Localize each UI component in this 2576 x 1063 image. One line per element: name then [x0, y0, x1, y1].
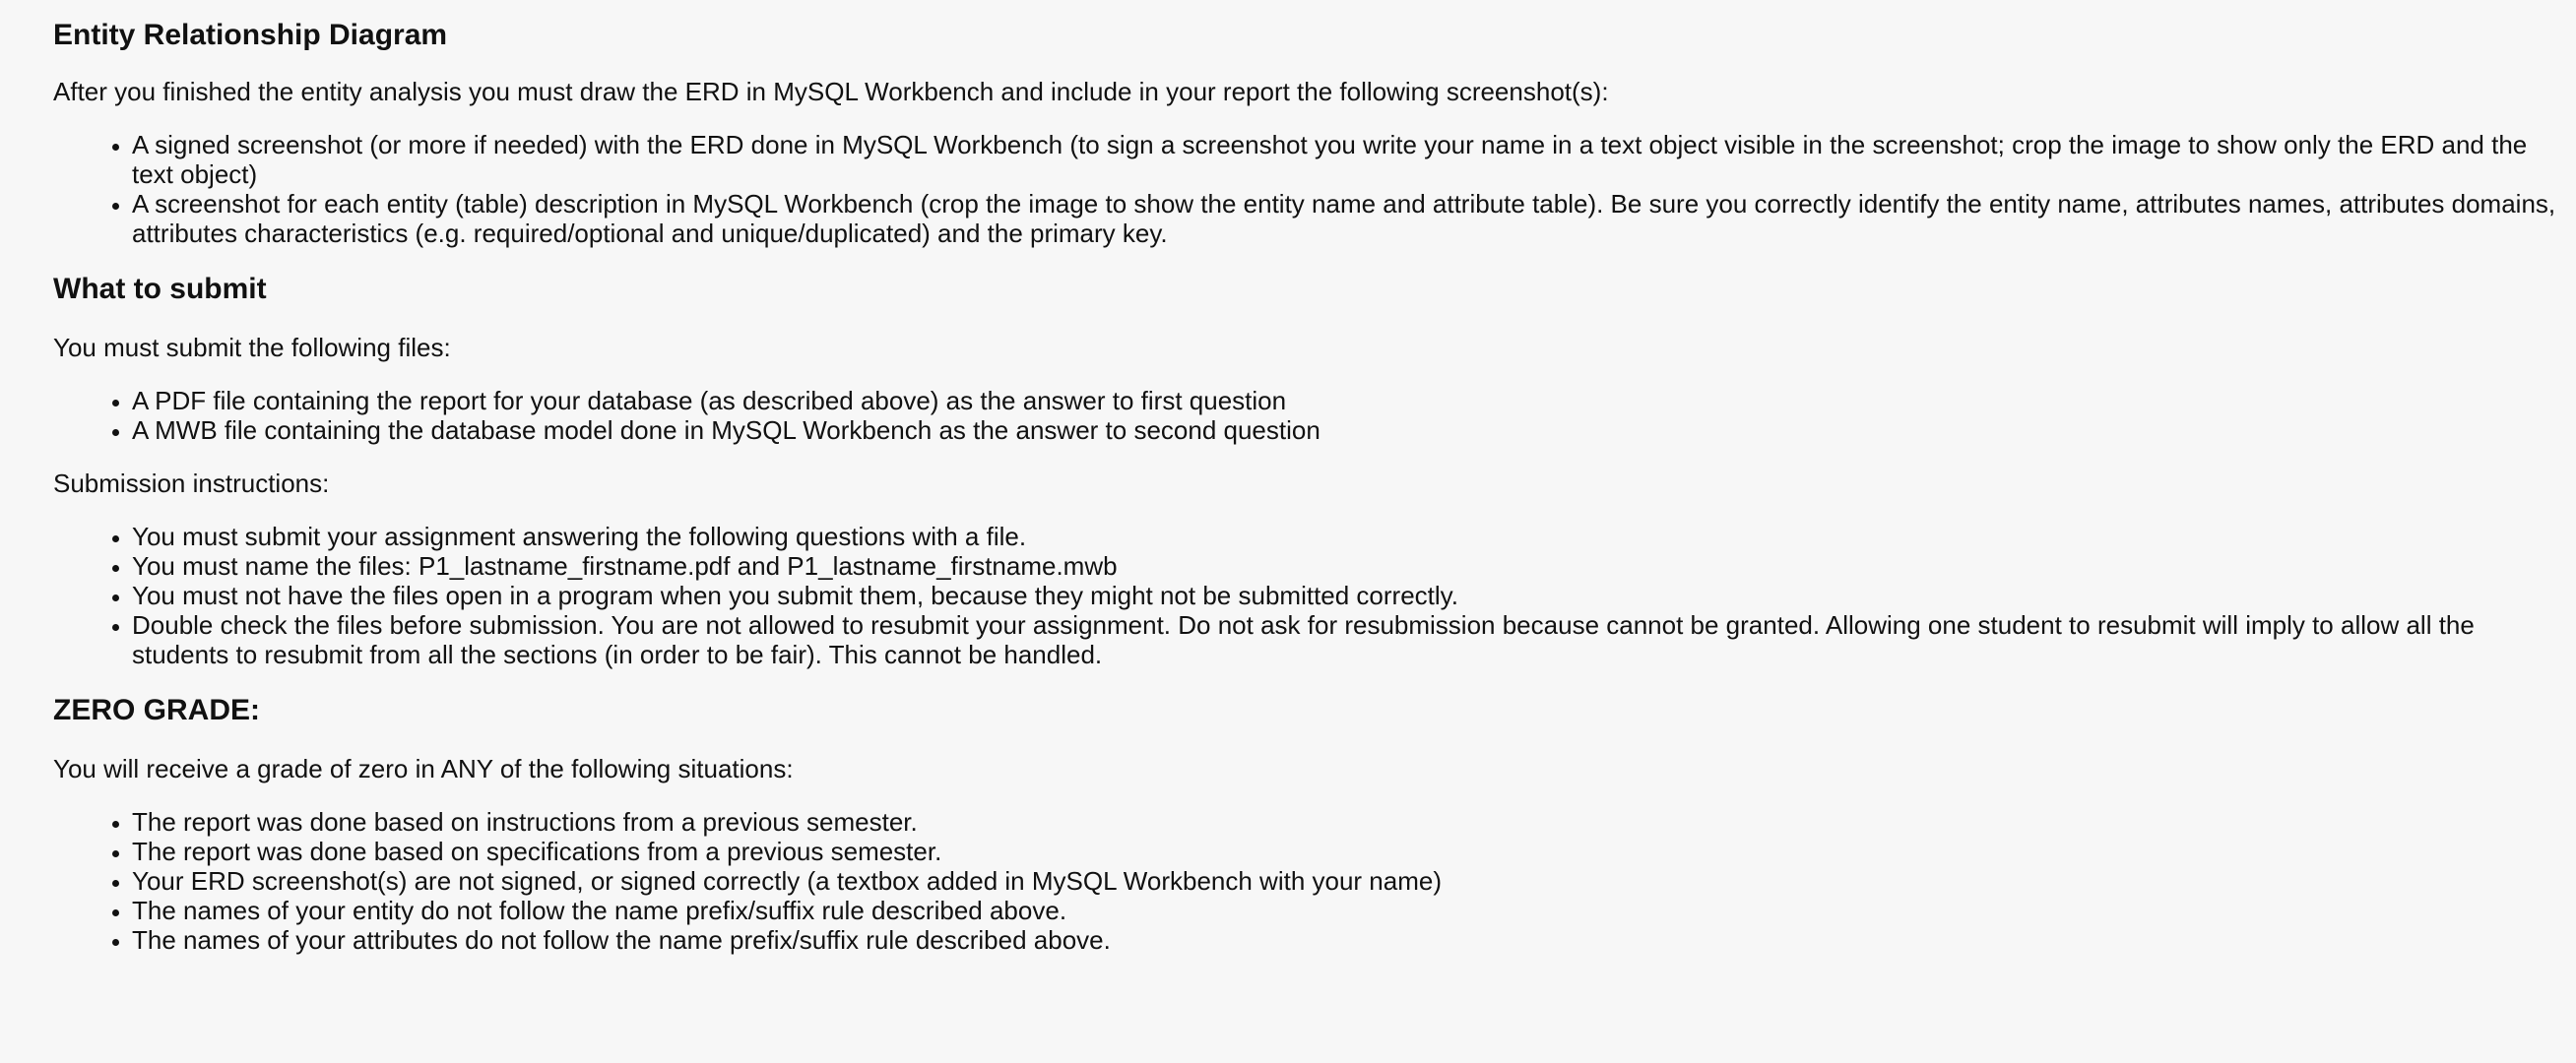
submit-list	[53, 386, 2556, 445]
list-item: • You must submit your assignment answering the following questions with a file.	[132, 522, 2556, 551]
list-item: • A screenshot for each entity (table) description in MySQL Workbench (crop the image to show the entity name and attribute table). Be sure you correctly identify the entity name, attributes names, attributes domains, attributes characteristics (e.g. required/optional and unique/duplicated) and the primary key.	[132, 189, 2556, 248]
list-item: • The names of your attributes do not follow the name prefix/suffix rule described above.	[132, 925, 2556, 955]
erd-intro: After you finished the entity analysis you must draw the ERD in MySQL Workbench and include in your report the following screenshot(s):	[53, 77, 1609, 106]
document-page	[0, 18, 2576, 1063]
zero-grade-intro: You will receive a grade of zero in ANY of the following situations:	[53, 754, 794, 783]
list-item: • The report was done based on instructions from a previous semester.	[132, 807, 2556, 837]
erd-heading: Entity Relationship Diagram	[53, 19, 448, 51]
submit-heading: What to submit	[53, 273, 267, 305]
list-item: • A MWB file containing the database model done in MySQL Workbench as the answer to second question	[132, 415, 2556, 445]
instructions-intro: Submission instructions:	[53, 469, 330, 498]
zero-grade-list	[53, 807, 2556, 955]
list-item: • Your ERD screenshot(s) are not signed, or signed correctly (a textbox added in MySQL Workbench with your name)	[132, 866, 2556, 896]
erd-list	[53, 130, 2556, 248]
list-item: • A PDF file containing the report for your database (as described above) as the answer to first question	[132, 386, 2556, 415]
list-item: • You must not have the files open in a program when you submit them, because they might not be submitted correctly.	[132, 581, 2556, 610]
list-item: • Double check the files before submission. You are not allowed to resubmit your assignment. Do not ask for resubmission because cannot be granted. Allowing one student to resubmit will imply to allow all the students to resubmit from all the sections (in order to be fair). This cannot be handled.	[132, 610, 2556, 669]
list-item: • The report was done based on specifications from a previous semester.	[132, 837, 2556, 866]
list-item: • The names of your entity do not follow the name prefix/suffix rule described above.	[132, 896, 2556, 925]
zero-grade-heading: ZERO GRADE:	[53, 694, 260, 726]
submit-intro: You must submit the following files:	[53, 333, 451, 362]
list-item: • You must name the files: P1_lastname_firstname.pdf and P1_lastname_firstname.mwb	[132, 551, 2556, 581]
list-item: • A signed screenshot (or more if needed) with the ERD done in MySQL Workbench (to sign a screenshot you write your name in a text object visible in the screenshot; crop the image to show only the ERD and the text object)	[132, 130, 2556, 189]
instructions-list	[53, 522, 2556, 669]
